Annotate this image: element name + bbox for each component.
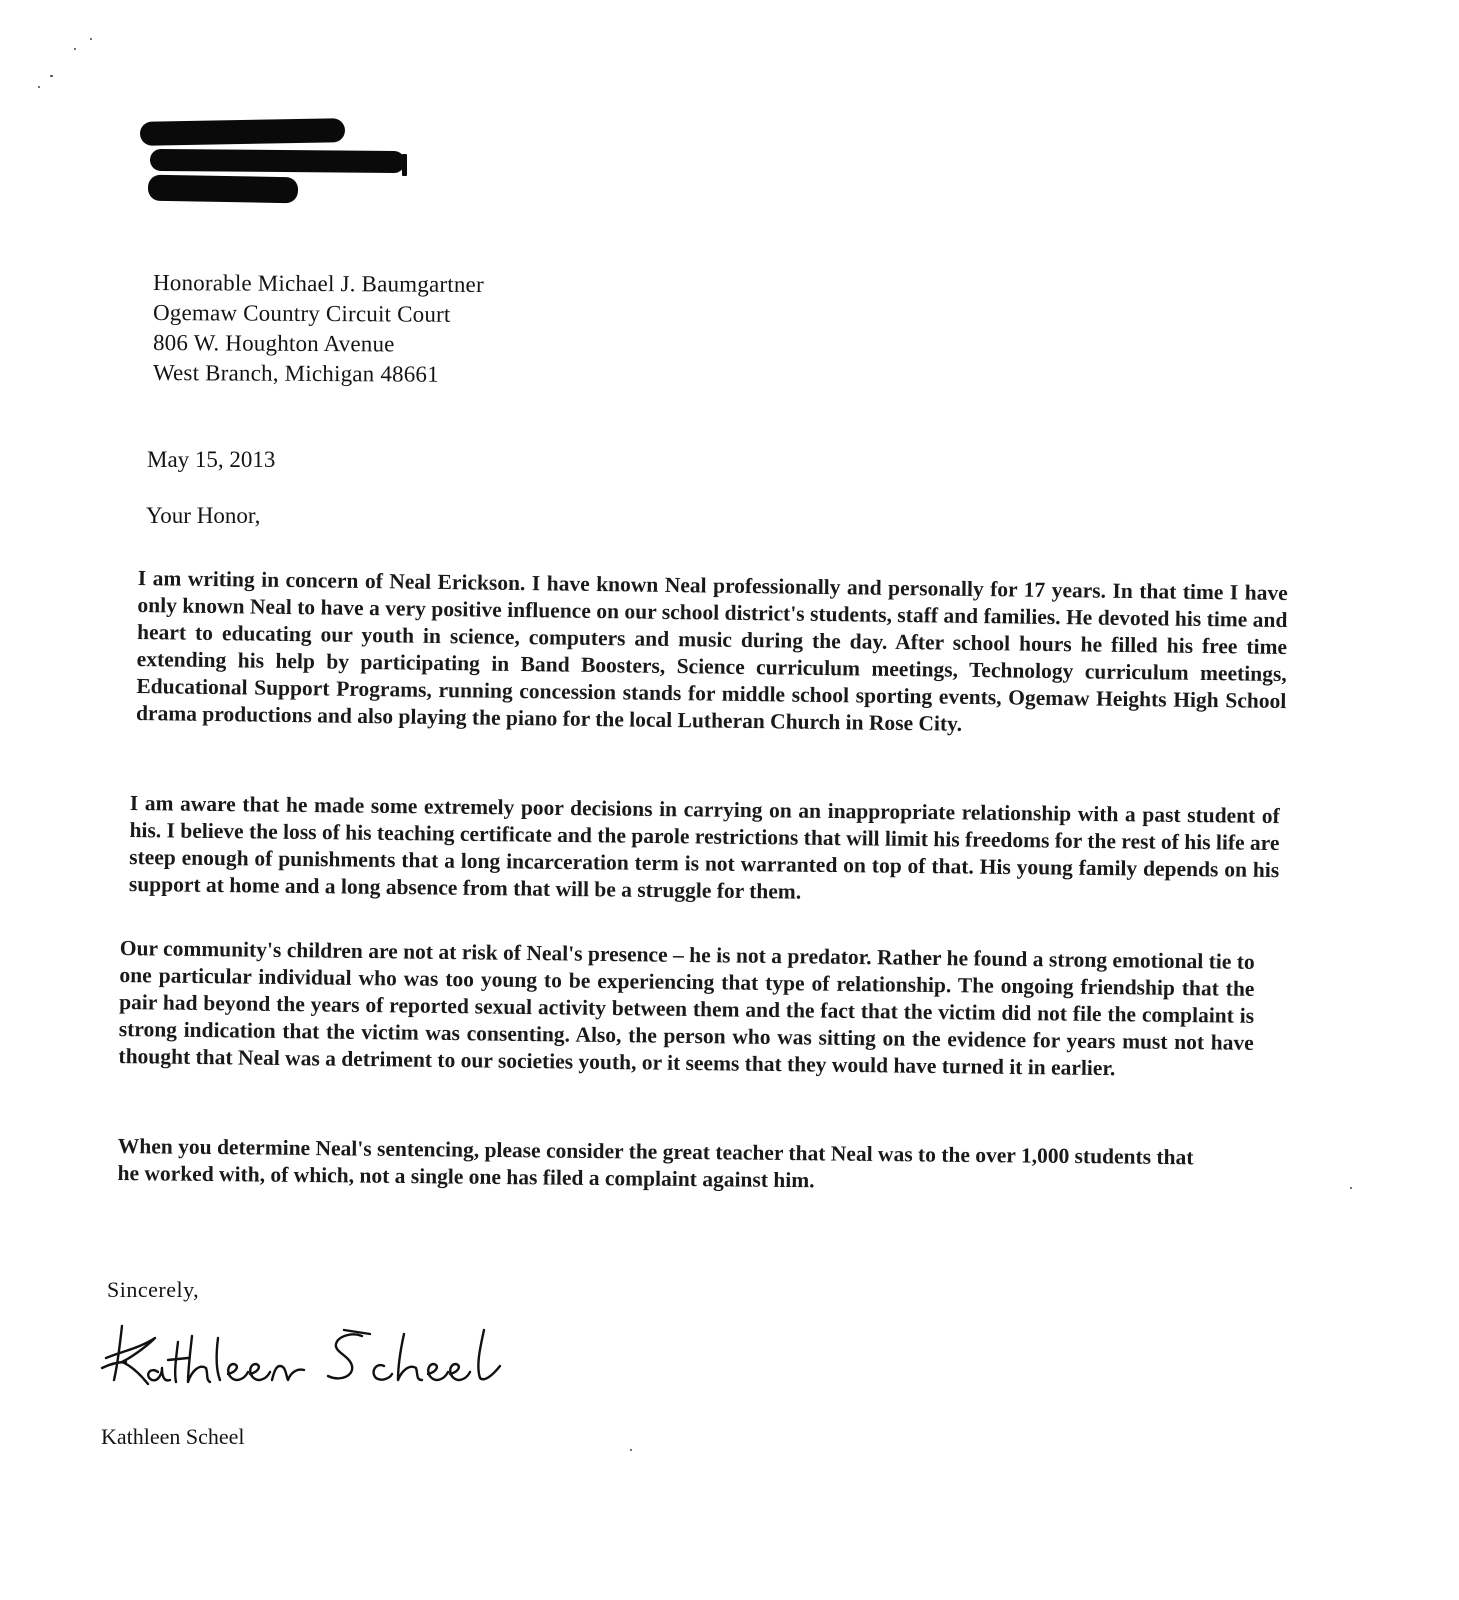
scan-speck <box>38 86 40 88</box>
recipient-line: Honorable Michael J. Baumgartner <box>152 270 484 298</box>
scan-speck <box>74 48 76 50</box>
recipient-line: 806 W. Houghton Avenue <box>152 330 395 357</box>
redaction-bar <box>140 118 345 146</box>
letter-date: May 15, 2013 <box>147 447 276 472</box>
scan-speck <box>1350 1187 1352 1189</box>
signer-name: Kathleen Scheel <box>101 1424 245 1449</box>
body-paragraph: When you determine Neal's sentencing, please consider the great teacher that Neal was to the over 1,000 students that he worked with, of which, not a single one has filed a complaint against him. <box>117 1134 1194 1193</box>
salutation: Your Honor, <box>146 503 261 528</box>
recipient-line: Ogemaw Country Circuit Court <box>152 300 451 327</box>
closing: Sincerely, <box>107 1277 200 1302</box>
recipient-line: West Branch, Michigan 48661 <box>152 360 439 387</box>
recipient-address <box>153 268 484 388</box>
redaction-bar <box>402 154 407 176</box>
body-paragraph: I am aware that he made some extremely poor decisions in carrying on an inappropriate relationship with a past student of his. I believe the loss of his teaching certificate and the parole restrictions that will limit his freedoms for the rest of his life are steep enough of punishments that a long incarceration term is not warranted on top of that. His young family depends on his support at home and a long absence from that will be a struggle for them. <box>128 790 1280 904</box>
redaction-bar <box>148 175 298 204</box>
redaction-bar <box>150 149 405 173</box>
handwritten-signature <box>100 1318 510 1398</box>
redacted-sender-address <box>140 112 420 204</box>
scan-speck <box>630 1449 632 1451</box>
scan-speck <box>50 75 53 77</box>
scan-speck <box>90 38 92 40</box>
body-paragraph: I am writing in concern of Neal Erickson. I have known Neal professionally and personally for 17 years. In that time I have only known Neal to have a very positive influence on our school district's students, staff and families. He devoted his time and heart to educating our youth in science, computers and music during the day. After school hours he filled his free time extending his help by participating in Band Boosters, Science curriculum meetings, Technology curriculum meetings, Educational Support Programs, running concession stands for middle school sporting events, Ogemaw Heights High School drama productions and also playing the piano for the local Lutheran Church in Rose City. <box>135 565 1288 736</box>
body-paragraph: Our community's children are not at risk of Neal's presence – he is not a predator. Rather he found a strong emotional tie to one particular individual who was too young to be experiencing that type of relationship. The ongoing friendship that the pair had beyond the years of reported sexual activity between them and the fact that the victim did not file the complaint is strong indication that the victim was consenting. Also, the person who was sitting on the evidence for years must not have thought that Neal was a detriment to our societies youth, or it seems that they would have turned it in earlier. <box>118 935 1255 1081</box>
